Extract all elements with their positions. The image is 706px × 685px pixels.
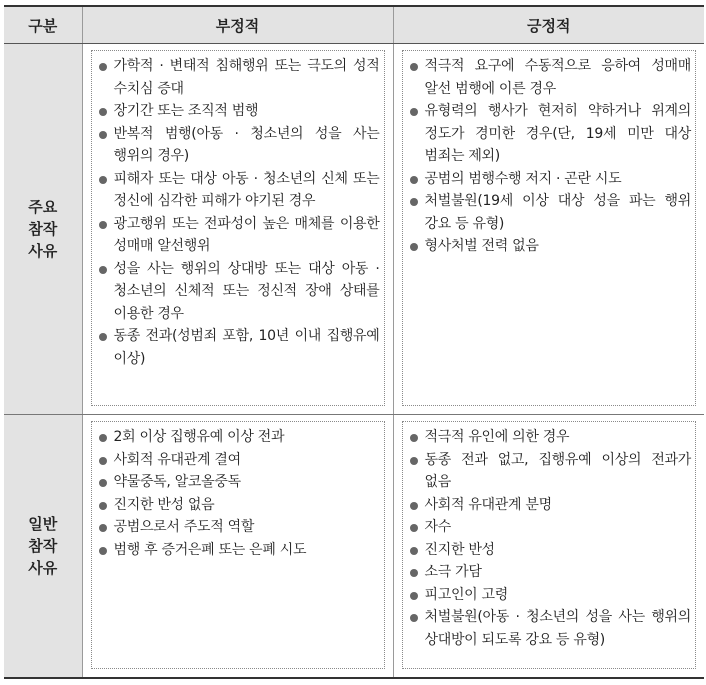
- item-text: 소극 가담: [424, 564, 482, 580]
- category-general: [4, 415, 82, 679]
- list-item: [96, 516, 380, 539]
- item-text: 자수: [424, 519, 451, 535]
- item-text: 유형력의 행사가 현저히 약하거나 위계의 정도가 경미한 경우(단, 19세 미만 대상 범죄는 제외): [424, 103, 691, 164]
- bullet-icon: [410, 547, 418, 555]
- list-item: [407, 426, 692, 449]
- header-positive: 긍정적: [393, 6, 704, 44]
- bullet-icon: [410, 502, 418, 510]
- item-text: 사회적 유대관계 결여: [113, 451, 241, 468]
- list-item: [407, 606, 692, 651]
- list-item: [407, 168, 692, 191]
- list-item: [407, 516, 692, 539]
- bullet-icon: [410, 524, 418, 532]
- general-negative-box: [91, 421, 385, 669]
- main-positive-list: [407, 55, 692, 258]
- bullet-icon: [410, 243, 418, 251]
- main-positive-cell: [393, 44, 704, 415]
- item-text: 2회 이상 집행유예 이상 전과: [113, 429, 285, 445]
- item-text: 적극적 요구에 수동적으로 응하여 성매매 알선 범행에 이른 경우: [424, 58, 691, 97]
- bullet-icon: [99, 547, 107, 555]
- list-item: [96, 449, 380, 472]
- item-text: 사회적 유대관계 분명: [424, 496, 552, 513]
- item-text: 성을 사는 행위의 상대방 또는 대상 아동 · 청소년의 신체적 또는 정신적 장애 상태를 이용한 경우: [113, 260, 380, 322]
- list-item: [407, 494, 692, 517]
- item-text: 장기간 또는 조직적 범행: [113, 103, 259, 119]
- bullet-icon: [410, 457, 418, 465]
- bullet-icon: [99, 108, 107, 116]
- list-item: [96, 55, 380, 100]
- item-text: 형사처벌 전력 없음: [424, 238, 539, 254]
- item-text: 처벌불원(아동 · 청소년의 성을 사는 행위의 상대방이 되도록 강요 등 유형): [424, 609, 691, 648]
- category-line: 주요: [28, 198, 58, 216]
- main-negative-box: [91, 50, 385, 406]
- item-text: 약물중독, 알코올중독: [113, 474, 241, 490]
- header-row: [4, 6, 704, 44]
- list-item: [96, 325, 380, 370]
- bullet-icon: [99, 221, 107, 229]
- item-text: 가학적 · 변태적 침해행위 또는 극도의 성적 수치심 증대: [113, 58, 380, 97]
- item-text: 피고인이 고령: [424, 586, 508, 603]
- main-negative-list: [96, 55, 380, 370]
- bullet-icon: [99, 63, 107, 71]
- list-item: [96, 123, 380, 168]
- item-text: 공범으로서 주도적 역할: [113, 519, 255, 535]
- bullet-icon: [99, 457, 107, 465]
- header-category: 구분: [4, 6, 82, 44]
- category-main: [4, 44, 82, 415]
- bullet-icon: [99, 176, 107, 184]
- general-negative-cell: [82, 415, 393, 679]
- category-line: 참작: [28, 220, 58, 238]
- item-text: 공범의 범행수행 저지 · 곤란 시도: [424, 170, 622, 187]
- bullet-icon: [99, 434, 107, 442]
- bullet-icon: [410, 569, 418, 577]
- item-text: 광고행위 또는 전파성이 높은 매체를 이용한 성매매 알선행위: [113, 215, 380, 254]
- list-item: [96, 494, 380, 517]
- bullet-icon: [99, 502, 107, 510]
- row-main-factors: [4, 44, 704, 415]
- bullet-icon: [99, 333, 107, 341]
- category-line: 사유: [28, 242, 58, 260]
- bullet-icon: [410, 63, 418, 71]
- list-item: [96, 471, 380, 494]
- bullet-icon: [410, 108, 418, 116]
- list-item: [407, 561, 692, 584]
- general-negative-list: [96, 426, 380, 561]
- list-item: [407, 539, 692, 562]
- item-text: 범행 후 증거은폐 또는 은폐 시도: [113, 541, 307, 558]
- category-line: 사유: [28, 559, 58, 577]
- list-item: [407, 449, 692, 494]
- general-positive-box: [402, 421, 697, 669]
- bullet-icon: [410, 614, 418, 622]
- list-item: [96, 213, 380, 258]
- list-item: [407, 55, 692, 100]
- list-item: [96, 539, 380, 562]
- bullet-icon: [99, 479, 107, 487]
- list-item: [96, 258, 380, 326]
- bullet-icon: [410, 434, 418, 442]
- sentencing-factors-table: [4, 5, 704, 679]
- list-item: [96, 426, 380, 449]
- item-text: 반복적 범행(아동 · 청소년의 성을 사는 행위의 경우): [113, 125, 380, 164]
- list-item: [407, 235, 692, 258]
- category-line: 일반: [28, 515, 58, 533]
- general-positive-list: [407, 426, 692, 651]
- bullet-icon: [99, 131, 107, 139]
- item-text: 동종 전과 없고, 집행유예 이상의 전과가 없음: [424, 451, 691, 490]
- bullet-icon: [99, 524, 107, 532]
- bullet-icon: [410, 592, 418, 600]
- bullet-icon: [410, 198, 418, 206]
- list-item: [96, 100, 380, 123]
- item-text: 처벌불원(19세 이상 대상 성을 파는 행위 강요 등 유형): [424, 193, 691, 232]
- item-text: 진지한 반성 없음: [113, 496, 215, 513]
- item-text: 진지한 반성: [424, 541, 495, 558]
- main-positive-box: [402, 50, 697, 406]
- general-positive-cell: [393, 415, 704, 679]
- item-text: 적극적 유인에 의한 경우: [424, 429, 570, 445]
- list-item: [407, 190, 692, 235]
- main-negative-cell: [82, 44, 393, 415]
- list-item: [96, 168, 380, 213]
- bullet-icon: [99, 266, 107, 274]
- item-text: 동종 전과(성범죄 포함, 10년 이내 집행유예 이상): [113, 328, 380, 367]
- list-item: [407, 584, 692, 607]
- item-text: 피해자 또는 대상 아동 · 청소년의 신체 또는 정신에 심각한 피해가 야기된 경우: [113, 170, 380, 209]
- list-item: [407, 100, 692, 168]
- row-general-factors: [4, 415, 704, 679]
- category-line: 참작: [28, 537, 58, 555]
- header-negative: 부정적: [82, 6, 393, 44]
- bullet-icon: [410, 176, 418, 184]
